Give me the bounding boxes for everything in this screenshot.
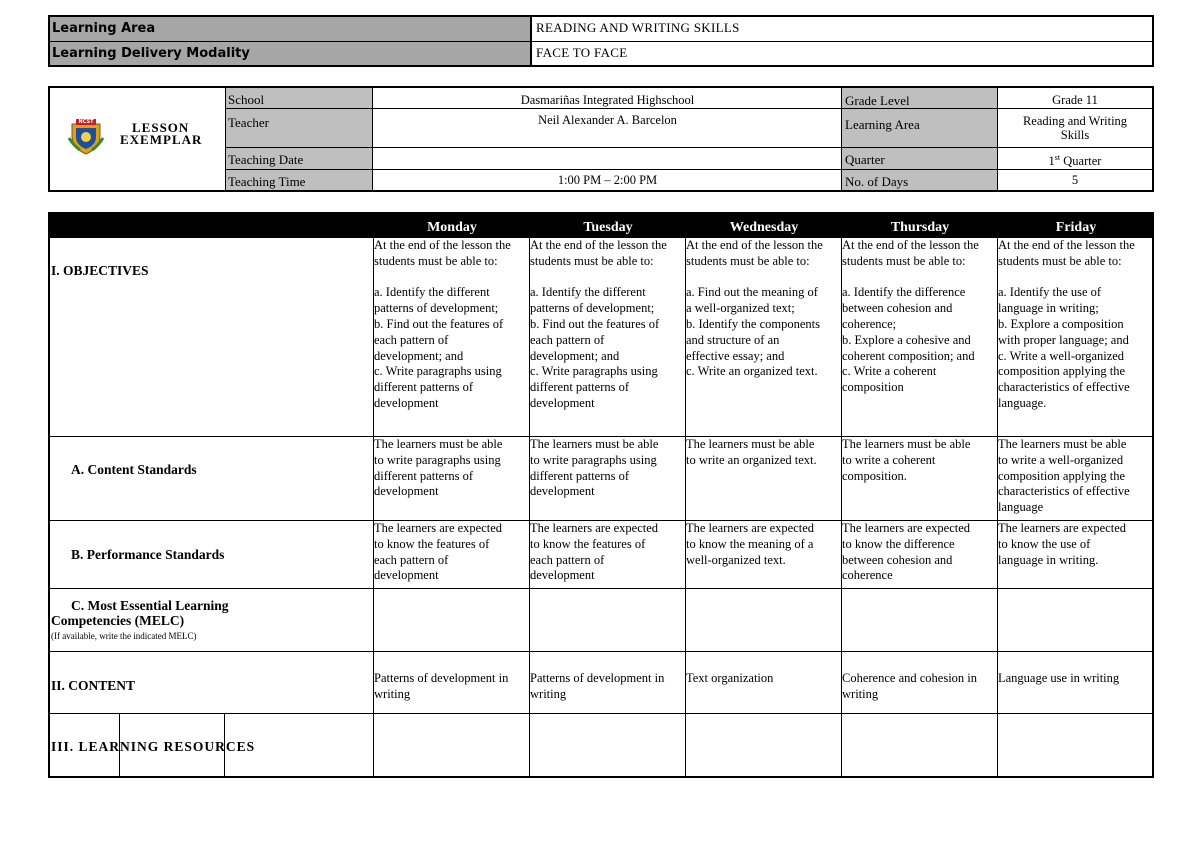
divider (50, 713, 1152, 714)
teaching-date-label: Teaching Date (228, 152, 304, 167)
day-header: Thursday (890, 220, 950, 235)
objectives-label: I. OBJECTIVES (51, 263, 149, 278)
performance-standard-cell: The learners are expected to know the use of language in writing. (998, 521, 1127, 567)
objective-cell: At the end of the lesson the students must be able to: a. Identify the use of language in writing; b. Explore a composition with proper language; and c. Write a well-organized composition applying the characteristics of effective language. (998, 238, 1135, 410)
lesson-info-block (48, 86, 1154, 192)
day-header: Monday (427, 220, 477, 235)
divider (841, 88, 842, 190)
day-header: Friday (1055, 220, 1097, 235)
objective-cell: At the end of the lesson the students must be able to: a. Identify the different patterns of development; b. Find out the features of each pattern of development; and c. Write paragraphs using different patterns of development (374, 238, 511, 410)
days-header-row (50, 214, 1152, 238)
learning-area-value: READING AND WRITING SKILLS (536, 20, 740, 35)
content-standard-cell: The learners must be able to write paragraphs using different patterns of development (374, 437, 503, 499)
modality-value: FACE TO FACE (536, 45, 628, 60)
content-cell: Patterns of development in writing (530, 671, 665, 701)
teacher-label: Teacher (228, 115, 269, 130)
performance-standards-label: B. Performance Standards (71, 547, 225, 562)
content-standard-cell: The learners must be able to write a well-organized composition applying the characteristics of effective language (998, 437, 1130, 515)
performance-standard-cell: The learners are expected to know the features of each pattern of development (374, 521, 503, 583)
learning-area-info-value: Reading and Writing Skills (1022, 114, 1128, 142)
objective-cell: At the end of the lesson the students must be able to: a. Identify the different patterns of development; b. Find out the features of each pattern of development; and c. Write paragraphs using different patterns of development (530, 238, 667, 410)
logo-text: NCST (78, 119, 94, 125)
divider (50, 41, 1152, 42)
objective-cell: At the end of the lesson the students must be able to: a. Find out the meaning of a well-organized text; b. Identify the components and structure of an effective essay; and c. Write an organized text. (686, 238, 823, 379)
content-standard-cell: The learners must be able to write an organized text. (686, 437, 817, 467)
content-standards-label: A. Content Standards (71, 462, 197, 477)
day-header: Wednesday (729, 220, 799, 235)
divider (226, 169, 1152, 170)
learning-area-info-label: Learning Area (845, 117, 920, 132)
grade-level-label: Grade Level (845, 93, 910, 108)
content-standard-cell: The learners must be able to write paragraphs using different patterns of development (530, 437, 659, 499)
melc-label-line2: Competencies (MELC) (51, 613, 185, 628)
divider (530, 17, 532, 65)
divider (225, 88, 226, 190)
days-value: 5 (1071, 173, 1079, 187)
melc-note: (If available, write the indicated MELC) (51, 631, 197, 641)
teaching-time-label: Teaching Time (228, 174, 306, 189)
grade-level-value: Grade 11 (1052, 93, 1098, 107)
lesson-title-line2: EXEMPLAR (120, 132, 203, 147)
day-header: Tuesday (583, 220, 633, 235)
learning-resources-label: III. LEARNING RESOURCES (51, 739, 256, 754)
quarter-suffix: st (1054, 153, 1061, 162)
divider (372, 88, 373, 190)
performance-standard-cell: The learners are expected to know the features of each pattern of development (530, 521, 659, 583)
content-cell: Coherence and cohesion in writing (842, 671, 978, 701)
modality-label: Learning Delivery Modality (50, 42, 532, 65)
teacher-value: Neil Alexander A. Barcelon (538, 113, 677, 127)
divider (50, 651, 1152, 652)
content-label: II. CONTENT (51, 678, 136, 693)
school-value: Dasmariñas Integrated Highschool (520, 93, 695, 107)
divider (226, 108, 1152, 109)
content-cell: Text organization (686, 671, 774, 685)
divider (50, 588, 1152, 589)
divider (226, 147, 1152, 148)
header-block (48, 15, 1154, 67)
performance-standard-cell: The learners are expected to know the meaning of a well-organized text. (686, 521, 815, 567)
quarter-label: Quarter (845, 152, 885, 167)
learning-area-label: Learning Area (50, 17, 532, 41)
content-standard-cell: The learners must be able to write a coherent composition. (842, 437, 971, 483)
quarter-value (998, 151, 1152, 168)
performance-standard-cell: The learners are expected to know the difference between cohesion and coherence (842, 521, 971, 583)
lesson-title-line1: LESSON (132, 120, 190, 135)
teaching-time-value: 1:00 PM – 2:00 PM (557, 173, 658, 187)
melc-label-line1: C. Most Essential Learning (71, 598, 229, 613)
lesson-plan-table (48, 212, 1154, 778)
objective-cell: At the end of the lesson the students must be able to: a. Identify the difference between cohesion and coherence; b. Explore a cohesive and coherent composition; and c. Write a coherent composition (842, 238, 979, 395)
days-label: No. of Days (845, 174, 909, 189)
quarter-number: 1 (1048, 154, 1055, 169)
content-cell: Patterns of development in writing (374, 671, 509, 701)
school-label: School (228, 92, 265, 107)
divider (997, 88, 998, 190)
quarter-word: Quarter (1060, 154, 1102, 169)
content-cell: Language use in writing (998, 671, 1120, 685)
